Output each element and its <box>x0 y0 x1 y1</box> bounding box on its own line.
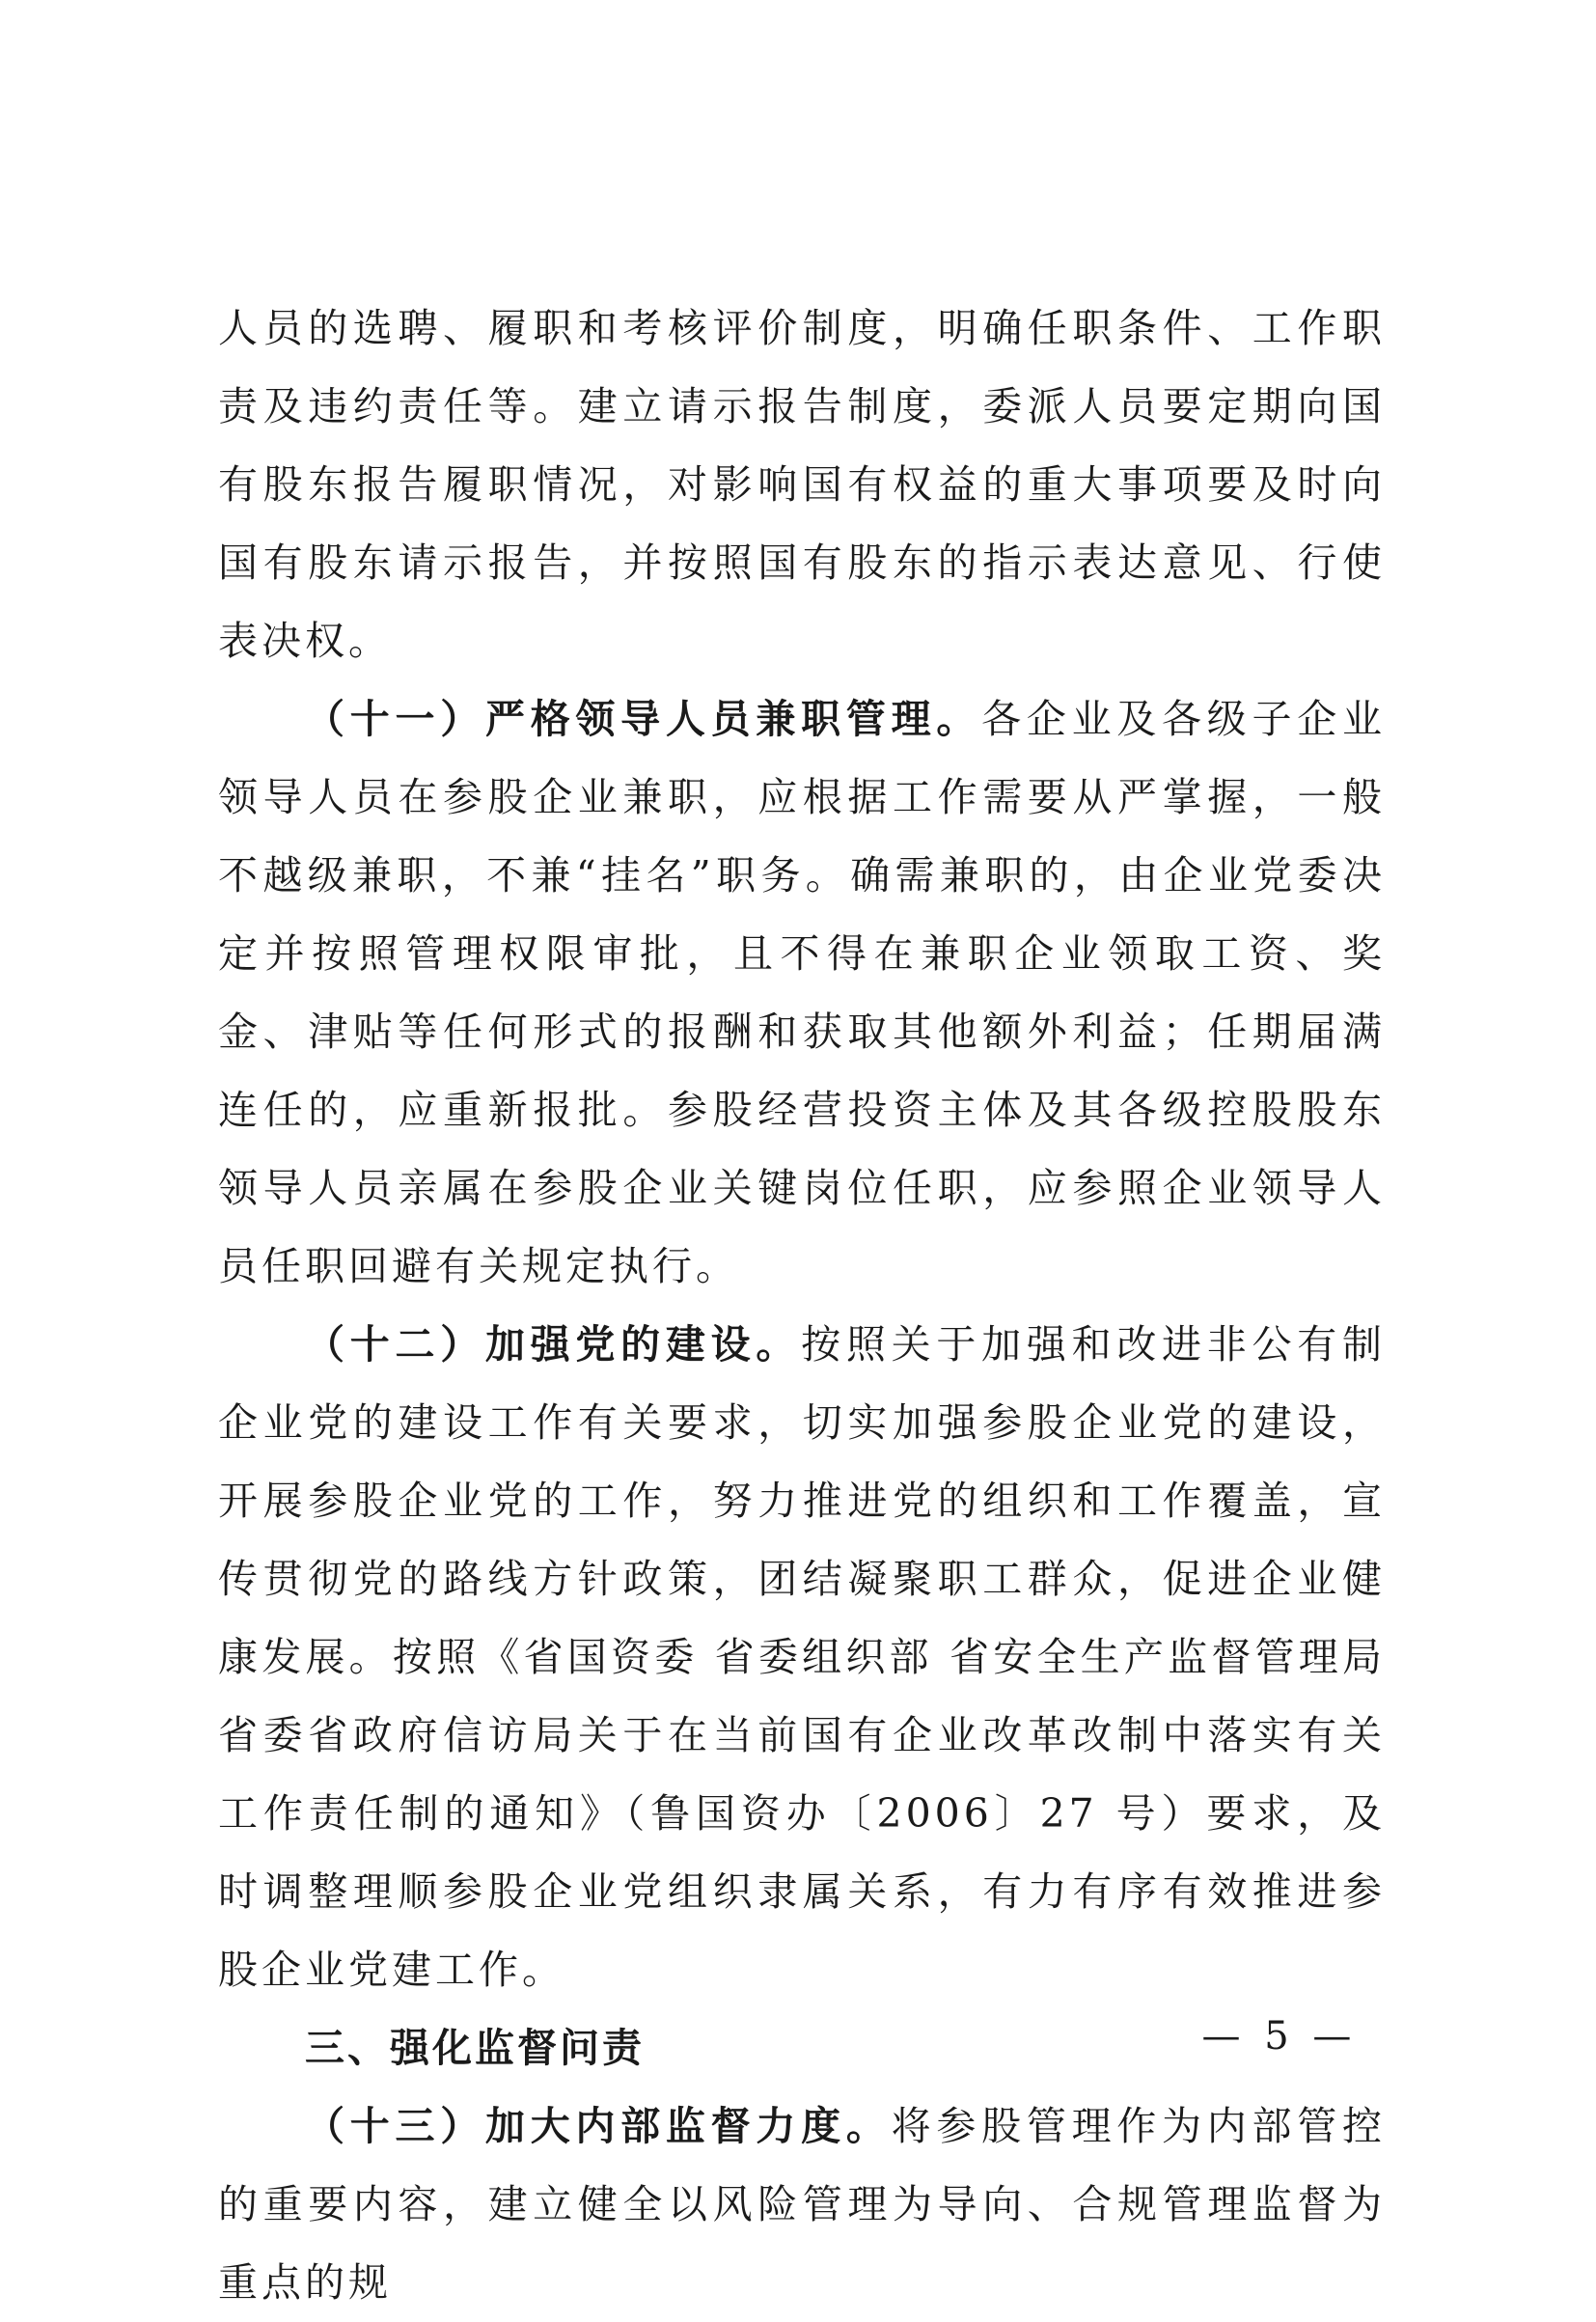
paragraph-continued <box>218 290 1386 680</box>
paragraph-text: 将参股管理作为内部管控的重要内容，建立健全以风险管理为导向、合规管理监督为重点的规 <box>218 2103 1386 2306</box>
paragraph-item-12 <box>218 1306 1386 2009</box>
paragraph-text: 人员的选聘、履职和考核评价制度，明确任职条件、工作职责及违约责任等。建立请示报告制度，委派人员要定期向国有股东报告履职情况，对影响国有权益的重大事项要及时向国有股东请示报告，并按照国有股东的指示表达意见、行使表决权。 <box>218 305 1386 664</box>
section-heading: 三、强化监督问责 <box>305 2025 645 2071</box>
paragraph-text: 各企业及各级子企业领导人员在参股企业兼职，应根据工作需要从严掌握，一般不越级兼职，不兼“挂名”职务。确需兼职的，由企业党委决定并按照管理权限审批，且不得在兼职企业领取工资、奖金、津贴等任何形式的报酬和获取其他额外利益；任期届满连任的，应重新报批。参股经营投资主体及其各级控股股东领导人员亲属在参股企业关键岗位任职，应参照企业领导人员任职回避有关规定执行。 <box>218 696 1387 1289</box>
paragraph-text: 按照关于加强和改进非公有制企业党的建设工作有关要求，切实加强参股企业党的建设，开展参股企业党的工作，努力推进党的组织和工作覆盖，宣传贯彻党的路线方针政策，团结凝聚职工群众，促进企业健康发展。按照《省国资委 省委组织部 省安全生产监督管理局 省委省政府信访局关于在当前国有企业改革改制中落实有关工作责任制的通知》（鲁国资办〔2006〕27 号）要求，及时调整理顺参股企业党组织隶属关系，有力有序有效推进参股企业党建工作。 <box>218 1321 1387 1993</box>
paragraph-lead: （十一）严格领导人员兼职管理。 <box>305 696 982 742</box>
page-number: — 5 — <box>1201 2014 1358 2059</box>
paragraph-lead: （十二）加强党的建设。 <box>305 1321 802 1368</box>
paragraph-item-13 <box>218 2087 1386 2322</box>
paragraph-lead: （十三）加大内部监督力度。 <box>305 2103 892 2149</box>
paragraph-item-11 <box>218 680 1386 1306</box>
